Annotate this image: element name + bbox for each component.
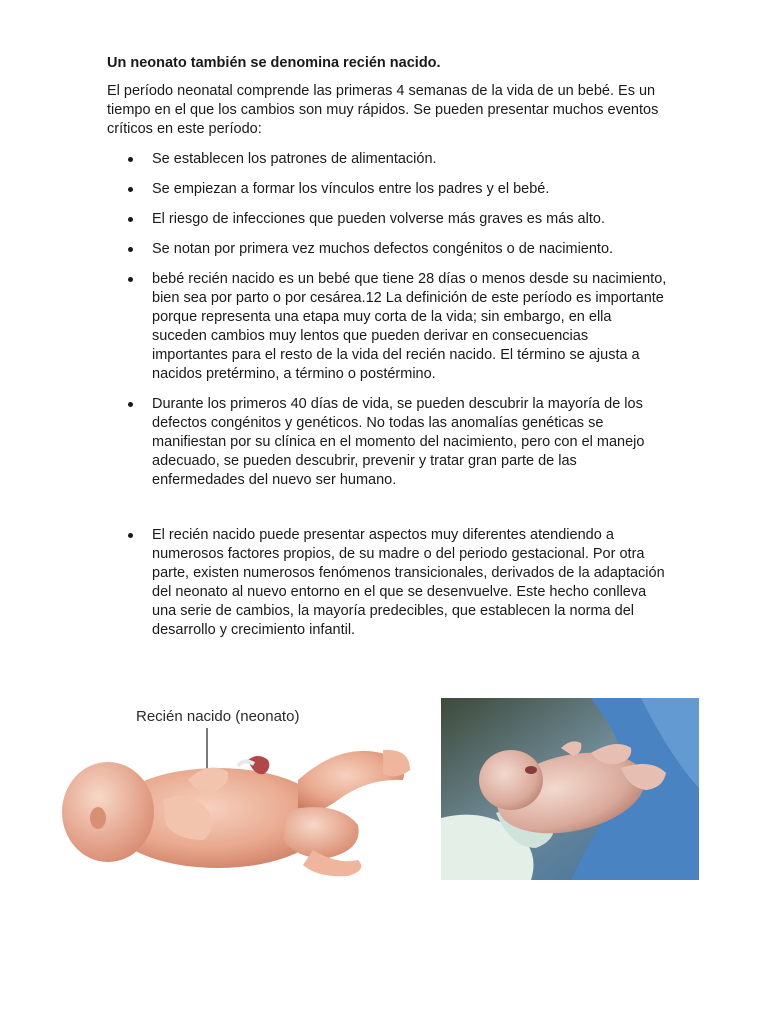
newborn-illustration-figure: [58, 700, 414, 888]
bullet-icon: [128, 533, 133, 538]
bullet-list: [107, 150, 667, 640]
newborn-illustration-icon: [58, 700, 414, 888]
bullet-icon: [128, 277, 133, 282]
list-item-text: Se empiezan a formar los vínculos entre los padres y el bebé.: [152, 181, 550, 197]
list-item: [107, 240, 667, 259]
bullet-icon: [128, 402, 133, 407]
list-item: [107, 180, 667, 199]
newborn-photo-icon: [441, 698, 699, 880]
list-item-text: El riesgo de infecciones que pueden volverse más graves es más alto.: [152, 211, 605, 227]
document-body: [107, 54, 667, 651]
illustration-caption: Recién nacido (neonato): [136, 708, 300, 725]
list-item: [107, 210, 667, 229]
bullet-icon: [128, 217, 133, 222]
bullet-icon: [128, 187, 133, 192]
intro-paragraph: El período neonatal comprende las primeras 4 semanas de la vida de un bebé. Es un tiempo en el que los cambios son muy rápidos. Se pueden presentar muchos eventos críticos en este período:: [107, 83, 659, 137]
list-item-text: Durante los primeros 40 días de vida, se pueden descubrir la mayoría de los defectos congénitos y genéticos. No todas las anomalías genéticas se manifiestan por su clínica en el momento del nacimiento, pero con el manejo adecuado, se pueden descubrir, prevenir y tratar gran parte de las enfermedades del nuevo ser humano.: [152, 396, 645, 488]
bullet-icon: [128, 247, 133, 252]
list-item-text: Se establecen los patrones de alimentación.: [152, 151, 437, 167]
document-heading: Un neonato también se denomina recién nacido.: [107, 55, 441, 71]
list-item-text: bebé recién nacido es un bebé que tiene 28 días o menos desde su nacimiento, bien sea por parto o por cesárea.12 La definición de este período es importante porque representa una etapa muy corta de la vida; sin embargo, en ella suceden cambios muy lentos que pueden derivar en consecuencias importantes para el resto de la vida del recién nacido. El término se ajusta a nacidos pretérmino, a término o postérmino.: [152, 271, 667, 382]
list-item: [107, 395, 667, 490]
bullet-icon: [128, 157, 133, 162]
newborn-photo-figure: [441, 698, 699, 880]
list-item: [107, 526, 667, 640]
list-item-text: Se notan por primera vez muchos defectos congénitos o de nacimiento.: [152, 241, 614, 257]
list-item-text: El recién nacido puede presentar aspectos muy diferentes atendiendo a numerosos factores propios, de su madre o del periodo gestacional. Por otra parte, existen numerosos fenómenos transicionales, derivados de la adaptación del neonato al nuevo entorno en el que se desenvuelve. Este hecho conlleva una serie de cambios, la mayoría predecibles, que establecen la norma del desarrollo y crecimiento infantil.: [152, 527, 665, 638]
list-item: [107, 270, 667, 384]
list-item: [107, 150, 667, 169]
